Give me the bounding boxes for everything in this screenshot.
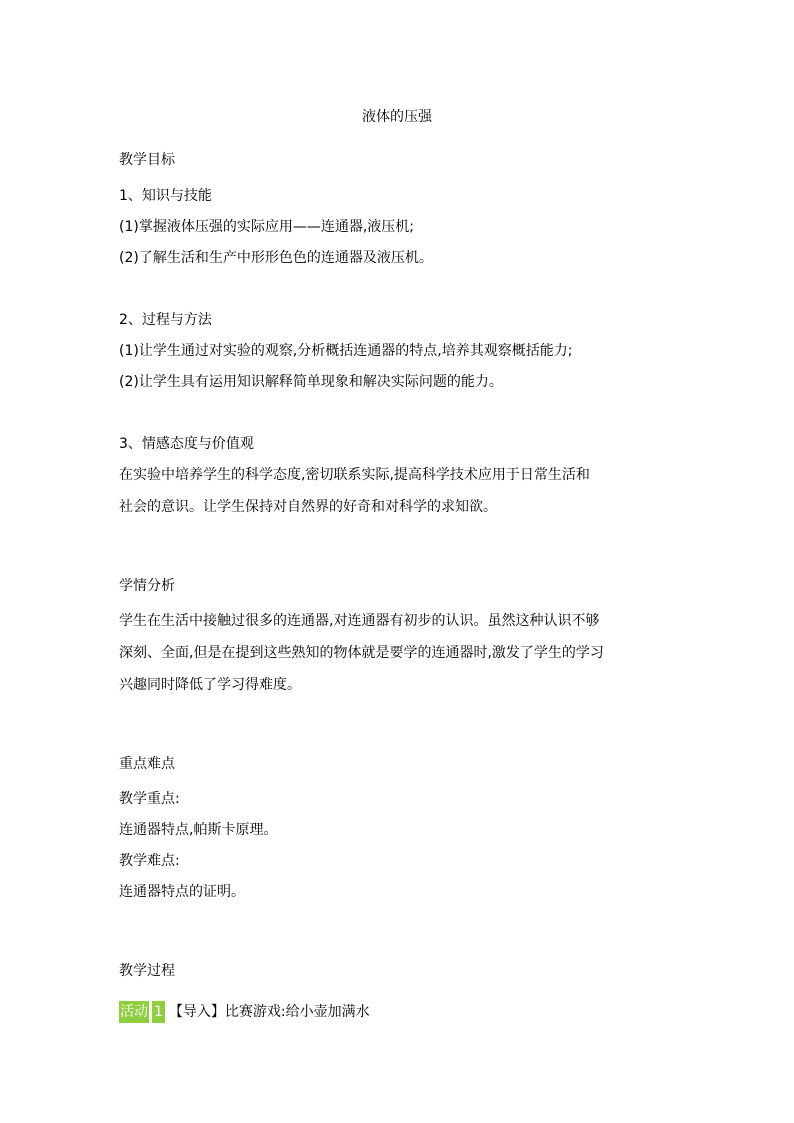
paragraph-line: 在实验中培养学生的科学态度,密切联系实际,提高科学技术应用于日常生活和 — [119, 467, 590, 483]
activity-text: 【导入】比赛游戏:给小壶加满水 — [168, 1004, 370, 1020]
paragraph-line: 深刻、全面,但是在提到这些熟知的物体就是要学的连通器时,激发了学生的学习 — [119, 645, 604, 661]
subheading-attitude-values: 3、情感态度与价值观 — [119, 436, 254, 452]
activity-number-highlight: 1 — [152, 1001, 165, 1023]
subheading-process-methods: 2、过程与方法 — [119, 312, 212, 328]
goal-item: (1)让学生通过对实验的观察,分析概括连通器的特点,培养其观察概括能力; — [119, 343, 573, 359]
goal-item: (2)了解生活和生产中形形色色的连通器及液压机。 — [119, 250, 433, 266]
paragraph-line: 学生在生活中接触过很多的连通器,对连通器有初步的认识。虽然这种认识不够 — [119, 613, 600, 629]
paragraph-line: 兴趣同时降低了学习得难度。 — [119, 677, 301, 693]
activity-label-highlight: 活动 — [119, 1001, 149, 1023]
difficulty-text: 连通器特点的证明。 — [119, 884, 245, 900]
section-heading-analysis: 学情分析 — [119, 578, 175, 594]
difficulty-label: 教学难点: — [119, 853, 180, 869]
activity-row — [119, 1001, 370, 1023]
document-title: 液体的压强 — [362, 109, 432, 125]
section-heading-keypoints: 重点难点 — [119, 756, 175, 772]
section-heading-process: 教学过程 — [119, 963, 175, 979]
goal-item: (2)让学生具有运用知识解释简单现象和解决实际问题的能力。 — [119, 374, 503, 390]
goal-item: (1)掌握液体压强的实际应用——连通器,液压机; — [119, 219, 414, 235]
subheading-knowledge-skills: 1、知识与技能 — [119, 188, 212, 204]
paragraph-line: 社会的意识。让学生保持对自然界的好奇和对科学的求知欲。 — [119, 499, 497, 515]
focus-label: 教学重点: — [119, 791, 180, 807]
focus-text: 连通器特点,帕斯卡原理。 — [119, 822, 278, 838]
section-heading-goals: 教学目标 — [119, 152, 175, 168]
